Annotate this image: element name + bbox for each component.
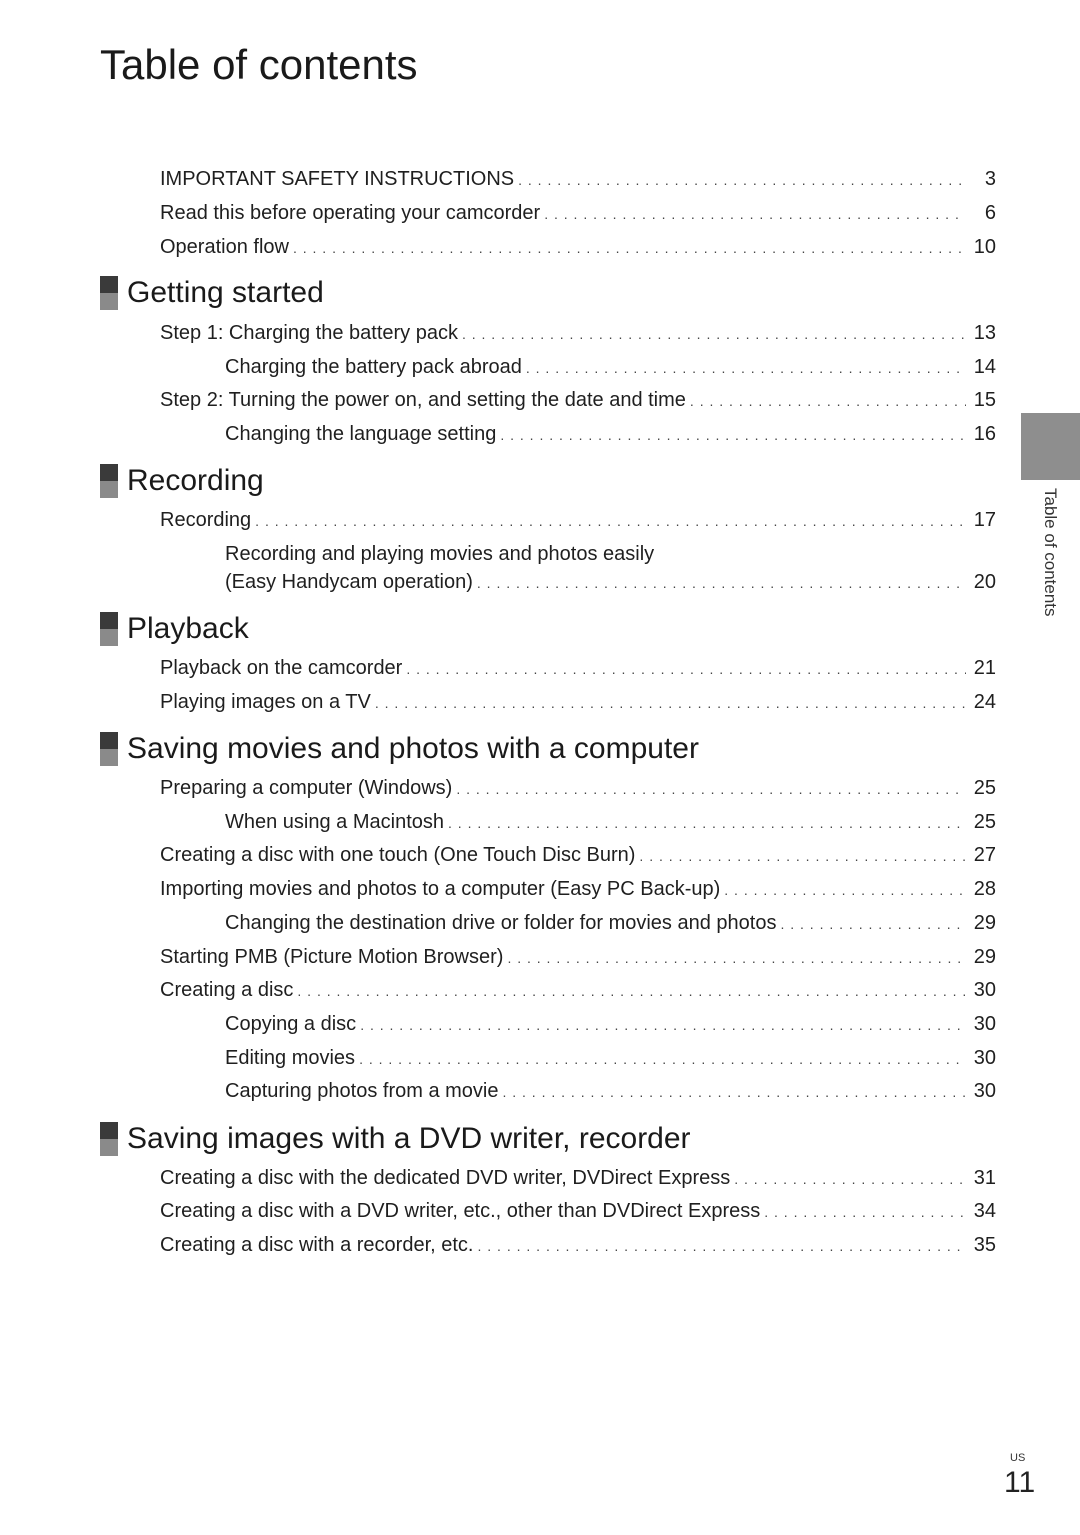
toc-entry-page: 27 [973, 844, 996, 866]
toc-entry-read-before-operating[interactable] [160, 200, 996, 226]
toc-entry-capturing-photos[interactable] [225, 1078, 996, 1104]
toc-entry-page: 31 [973, 1167, 996, 1189]
toc-entry-dvd-writer-other[interactable] [160, 1198, 996, 1224]
section-heading-playback[interactable] [100, 610, 249, 648]
toc-entry-playback-camcorder[interactable] [160, 655, 996, 681]
toc-entry-text: Changing the destination drive or folder for movies and photos [225, 912, 777, 934]
toc-entry-text: Importing movies and photos to a computer (Easy PC Back-up) [160, 878, 721, 900]
dot-leader [526, 355, 966, 381]
side-tab-marker[interactable] [1021, 413, 1080, 480]
toc-entry-safety-instructions[interactable] [160, 166, 996, 192]
toc-entry-page: 28 [973, 878, 996, 900]
toc-entry-page: 29 [973, 912, 996, 934]
toc-entry-page: 16 [973, 423, 996, 445]
section-heading-label: Playback [127, 612, 249, 645]
toc-entry-page: 34 [973, 1200, 996, 1222]
section-heading-label: Getting started [127, 276, 324, 309]
toc-entry-text: Creating a disc with a DVD writer, etc., other than DVDirect Express [160, 1200, 761, 1222]
toc-entry-page: 14 [973, 356, 996, 378]
toc-entry-page: 30 [973, 979, 996, 1001]
toc-entry-text: Step 2: Turning the power on, and setting the date and time [160, 389, 686, 411]
toc-entry-step2-power-date[interactable] [160, 387, 996, 413]
toc-entry-text: Charging the battery pack abroad [225, 356, 522, 378]
dot-leader [297, 978, 966, 1004]
toc-entry-text: Creating a disc with the dedicated DVD writer, DVDirect Express [160, 1167, 731, 1189]
dot-leader [780, 911, 966, 937]
toc-entry-text: Playback on the camcorder [160, 657, 403, 679]
toc-entry-page: 17 [973, 509, 996, 531]
toc-entry-macintosh[interactable] [225, 809, 996, 835]
side-tab-label: Table of contents [1041, 488, 1060, 617]
toc-entry-text: Playing images on a TV [160, 691, 371, 713]
toc-entry-language-setting[interactable] [225, 421, 996, 447]
dot-leader [724, 877, 966, 903]
toc-entry-text: Capturing photos from a movie [225, 1080, 499, 1102]
toc-entry-text: Starting PMB (Picture Motion Browser) [160, 946, 504, 968]
dot-leader [690, 388, 966, 414]
section-heading-label: Saving movies and photos with a computer [127, 732, 699, 765]
section-heading-label: Saving images with a DVD writer, recorder [127, 1122, 691, 1155]
section-marker-icon [100, 1122, 118, 1156]
toc-entry-text: Recording [160, 509, 252, 531]
toc-entry-text: Editing movies [225, 1047, 356, 1069]
toc-entry-text: Creating a disc with a recorder, etc. [160, 1234, 474, 1256]
toc-entry-page: 20 [973, 571, 996, 593]
toc-entry-step1-charging[interactable] [160, 320, 996, 346]
toc-entry-page: 30 [973, 1047, 996, 1069]
section-heading-recording[interactable] [100, 462, 264, 500]
toc-entry-page: 30 [973, 1013, 996, 1035]
dot-leader [406, 656, 966, 682]
section-heading-saving-dvd[interactable] [100, 1120, 691, 1158]
section-marker-icon [100, 732, 118, 766]
toc-entry-creating-disc[interactable] [160, 977, 996, 1003]
dot-leader [462, 321, 966, 347]
toc-entry-text: IMPORTANT SAFETY INSTRUCTIONS [160, 168, 515, 190]
dot-leader [734, 1166, 966, 1192]
toc-entry-playing-tv[interactable] [160, 689, 996, 715]
section-marker-icon [100, 276, 118, 310]
toc-entry-page: 21 [973, 657, 996, 679]
toc-entry-copying-disc[interactable] [225, 1011, 996, 1037]
dot-leader [477, 570, 966, 596]
toc-entry-text: Copying a disc [225, 1013, 357, 1035]
dot-leader [507, 945, 966, 971]
toc-entry-page: 25 [973, 811, 996, 833]
toc-entry-text: Read this before operating your camcorder [160, 202, 541, 224]
dot-leader [502, 1079, 966, 1105]
toc-entry-page: 6 [984, 202, 996, 224]
toc-entry-easy-recording-line1[interactable]: Recording and playing movies and photos easily [225, 543, 655, 565]
dot-leader [639, 843, 966, 869]
toc-entry-starting-pmb[interactable] [160, 944, 996, 970]
section-marker-icon [100, 612, 118, 646]
toc-entry-page: 24 [973, 691, 996, 713]
toc-entry-dvdirect-express[interactable] [160, 1165, 996, 1191]
dot-leader [544, 201, 966, 227]
dot-leader [359, 1046, 966, 1072]
dot-leader [375, 690, 966, 716]
toc-entry-page: 29 [973, 946, 996, 968]
toc-entry-editing-movies[interactable] [225, 1045, 996, 1071]
toc-entry-easy-handycam[interactable] [225, 569, 996, 595]
toc-entry-page: 10 [973, 236, 996, 258]
toc-entry-text: Preparing a computer (Windows) [160, 777, 453, 799]
toc-entry-page: 13 [973, 322, 996, 344]
toc-entry-destination-drive[interactable] [225, 910, 996, 936]
toc-entry-text: When using a Macintosh [225, 811, 445, 833]
toc-entry-preparing-windows[interactable] [160, 775, 996, 801]
dot-leader [448, 810, 966, 836]
toc-entry-page: 30 [973, 1080, 996, 1102]
toc-entry-operation-flow[interactable] [160, 234, 996, 260]
toc-entry-page: 25 [973, 777, 996, 799]
toc-entry-text: Creating a disc [160, 979, 294, 1001]
section-marker-icon [100, 464, 118, 498]
section-heading-saving-computer[interactable] [100, 730, 699, 768]
toc-entry-one-touch-disc[interactable] [160, 842, 996, 868]
toc-entry-text: Step 1: Charging the battery pack [160, 322, 458, 344]
toc-entry-charging-abroad[interactable] [225, 354, 996, 380]
dot-leader [500, 422, 966, 448]
dot-leader [764, 1199, 966, 1225]
dot-leader [255, 508, 966, 534]
toc-entry-recording[interactable] [160, 507, 996, 533]
toc-entry-text: Creating a disc with one touch (One Touch Disc Burn) [160, 844, 636, 866]
toc-entry-easy-pc-backup[interactable] [160, 876, 996, 902]
toc-entry-recorder[interactable] [160, 1232, 996, 1258]
dot-leader [360, 1012, 966, 1038]
dot-leader [456, 776, 966, 802]
toc-entry-page: 15 [973, 389, 996, 411]
dot-leader [477, 1233, 966, 1259]
toc-entry-text: (Easy Handycam operation) [225, 571, 473, 593]
toc-entry-text: Changing the language setting [225, 423, 497, 445]
section-heading-label: Recording [127, 464, 264, 497]
page-title: Table of contents [100, 41, 418, 88]
section-heading-getting-started[interactable] [100, 274, 324, 312]
dot-leader [518, 167, 966, 193]
toc-entry-text: Operation flow [160, 236, 289, 258]
page-region-suffix: US [1010, 1452, 1026, 1464]
toc-entry-page: 3 [984, 168, 996, 190]
page-number: 11 [1004, 1466, 1036, 1499]
toc-entry-page: 35 [973, 1234, 996, 1256]
dot-leader [293, 235, 966, 261]
